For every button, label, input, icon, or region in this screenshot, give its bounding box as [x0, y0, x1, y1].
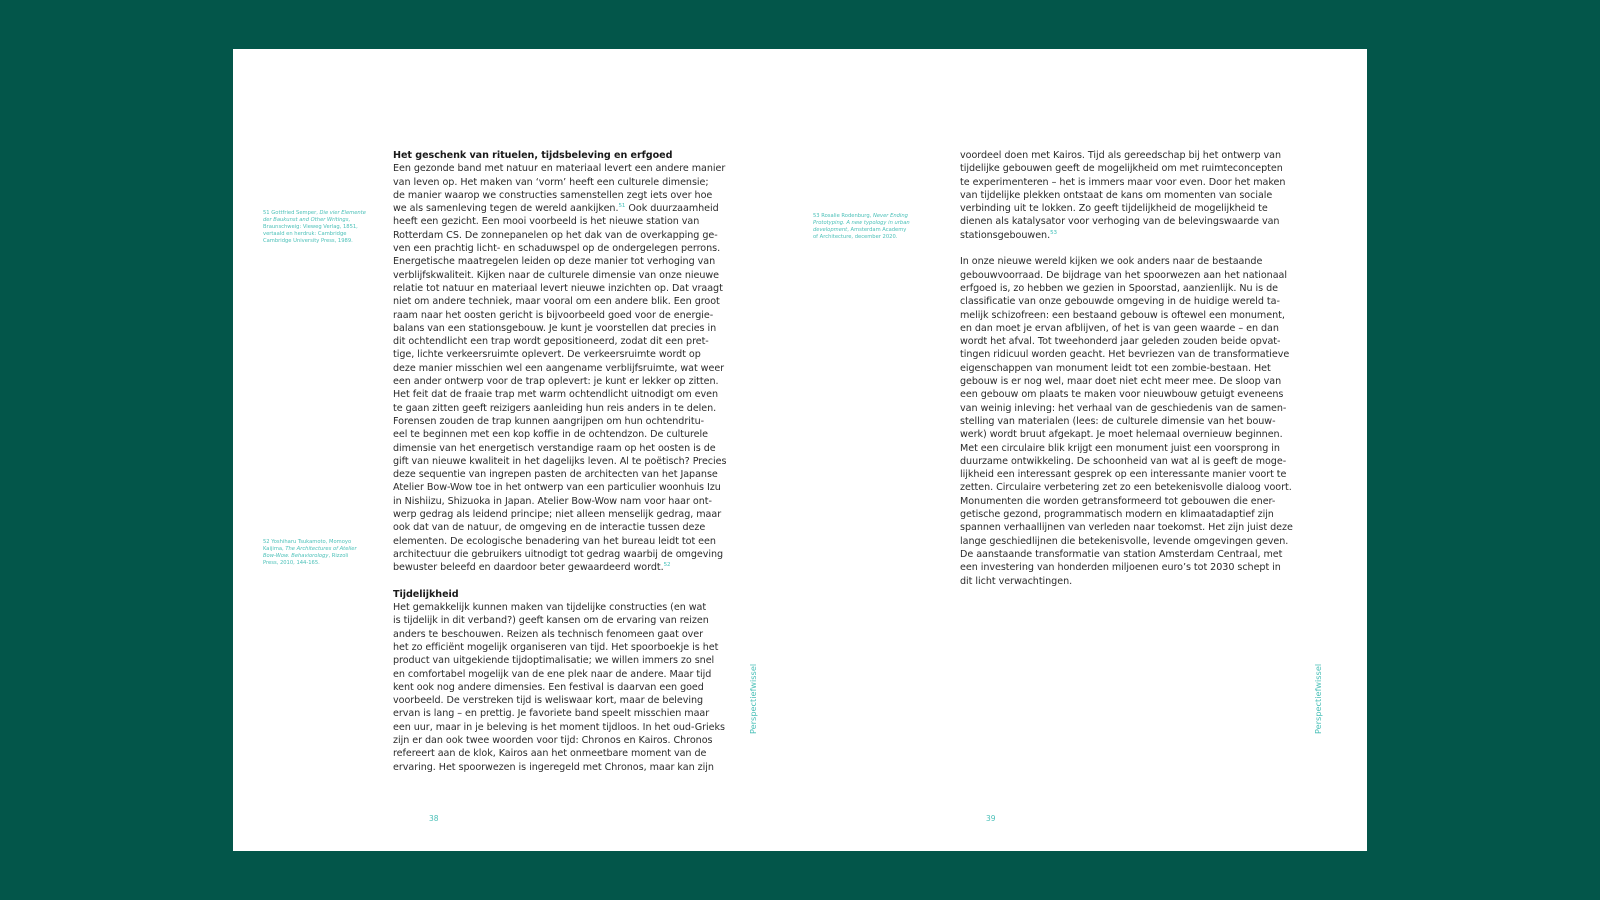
page-number: 39: [986, 814, 996, 823]
running-title: Perspectiefwissel: [1313, 663, 1323, 734]
footnote-51: 51 Gottfried Semper, Die vier Elemente der Baukunst and Other Writings, Braunschweig: Vieweg Verlag, 1851, vertaald en herdruk: Cambridge Cambridge University Press, 1989.: [263, 210, 366, 244]
book-spread: [233, 49, 1367, 851]
left-body-text: [393, 149, 743, 774]
footnote-53: 53 Rosalie Rodenburg, Never Ending Prototyping. A new typology in urban development, Amsterdam Academy of Architecture, december 2020.: [813, 213, 910, 240]
section-heading: Tijdelijkheid: [393, 588, 459, 600]
paragraph: In onze nieuwe wereld kijken we ook anders naar de bestaande gebouwvoorraad. De bijdrage van het spoorwezen aan het nationaal erfgoed is, zo hebben we gezien in Spoorstad, aanzienlijk. Nu is de classificatie van onze gebouwde omgeving in de huidige wereld ta- melijk schizofreen: een bestaand gebouw is oftewel een monument, en dan moet je ervan afblijven, of het is van geen waarde – en dan wordt het afval. Tot tweehonderd jaar geleden zouden beide opvat- tingen ridicuul worden geacht. Het bevriezen van de transformatieve eigenschappen van monument leidt tot een zombie-bestaan. Het gebouw is er nog wel, maar doet niet echt meer mee. De sloop van een gebouw om plaats te maken voor nieuwbouw getuigt eveneens van weinig inleving: het verhaal van de geschiedenis van de samen- stelling van materialen (lees: de culturele dimensie van het bouw- werk) wordt bruut afgekapt. Je moet helemaal overnieuw beginnen. Met een circulaire blik krijgt een monument juist een voorsprong in duurzame ontwikkeling. De schoonheid van wat al is geeft de moge- lijkheid een interessant gesprek op een interessante manier voort te zetten. Circulaire verbetering zet zo een betekenisvolle dialoog voort. Monumenten die worden getransformeerd tot gebouwen die ener- getische gezond, programmatisch modern en klimaatadaptief zijn spannen verhaallijnen van verleden naar toekomst. Het zijn juist deze lange geschiedlijnen die betekenisvolle, levende omgevingen geven. De aanstaande transformatie van station Amsterdam Centraal, met een investering van honderden miljoenen euro’s tot 2030 schept in dit licht verwachtingen.: [960, 256, 1293, 587]
section-heading: Het geschenk van rituelen, tijdsbeleving en erfgoed: [393, 150, 673, 161]
footnote-ref-52[interactable]: 52: [663, 562, 671, 569]
footnote-ref-53[interactable]: 53: [1050, 229, 1057, 236]
running-title: Perspectiefwissel: [748, 663, 758, 734]
footnote-ref-51[interactable]: 51: [618, 203, 626, 210]
paragraph: voordeel doen met Kairos. Tijd als gereedschap bij het ontwerp van tijdelijke gebouwen geeft de mogelijkheid om met ruimteconcepten te experimenteren – het is immers maar voor even. Door het maken van tijdelijke plekken ontstaat de kans om momenten van sociale verbinding uit te lokken. Zo geeft tijdelijkheid de mogelijkheid te dienen als katalysator voor verhoging van de belevingswaarde van stationsgebouwen.$^{53}$: [960, 150, 1286, 241]
footnote-52: 52 Yoshiharu Tsukamoto, Momoyo Kaijima, The Architectures of Atelier Bow-Wow. Behaviorology, Rizzoli Press, 2010, 144-165.: [263, 539, 357, 566]
paragraph: Een gezonde band met natuur en materiaal levert een andere manier van leven op. Het maken van ‘vorm’ heeft een culturele dimensie; de manier waarop we constructies samenstellen zegt iets over hoe we als samenleving tegen de wereld aankijken.$^{51}$ Ook duurzaamheid heeft een gezicht. Een mooi voorbeeld is het nieuwe station van Rotterdam CS. De zonnepanelen op het dak van de overkapping ge- ven een prachtig licht- en schaduwspel op de ondergelegen perrons. Energetische maatregelen leiden op deze manier tot verhoging van verblijfskwaliteit. Kijken naar de culturele dimensie van onze nieuwe relatie tot natuur en materiaal levert nieuwe inzichten op. Dat vraagt niet om andere techniek, maar vooral om een andere blik. Een groot raam naar het oosten gericht is bijvoorbeeld goed voor de energie- balans van een stationsgebouw. Je kunt je voorstellen dat precies in dit ochtendlicht een trap wordt gepositioneerd, zodat dit een pret- tige, lichte verkeersruimte oplevert. De verkeersruimte wordt op deze manier misschien wel een aangename verblijfsruimte, wat weer een ander ontwerp voor de trap oplevert: je kunt er lekker op zitten. Het feit dat de fraaie trap met warm ochtendlicht uitnodigt om even te gaan zitten geeft reizigers aanleiding hun reis anders in te delen. Forensen zouden de trap kunnen aangrijpen om hun ochtendritu- eel te beginnen met een kop koffie in de ochtendzon. De culturele dimensie van het energetisch verstandige raam op het oosten is de gift van nieuwe kwaliteit in het dagelijks leven. Al te poëtisch? Precies deze sequentie van ingrepen pasten de architecten van het Japanse Atelier Bow-Wow toe in het ontwerp van een particulier woonhuis Izu in Nishiizu, Shizuoka in Japan. Atelier Bow-Wow nam voor haar ont- werp gedrag als leidend principe; niet alleen menselijk gedrag, maar ook dat van de natuur, de omgeving en de interactie tussen deze elementen. De ecologische benadering van het bureau leidt tot een architectuur die gebruikers uitnodigt tot gedrag waarbij de omgeving bewuster beleefd en daardoor beter gewaardeerd wordt.$^{52}$: [393, 163, 727, 574]
right-body-text: [960, 149, 1310, 588]
right-page: [800, 49, 1367, 851]
left-page: [233, 49, 800, 851]
paragraph: Het gemakkelijk kunnen maken van tijdelijke constructies (en wat is tijdelijk in dit verband?) geeft kansen om de ervaring van reizen anders te beschouwen. Reizen als technisch fenomeen gaat over het zo efficiënt mogelijk organiseren van tijd. Het spoorboekje is het product van uitgekiende tijdoptimalisatie; we willen immers zo snel en comfortabel mogelijk van de ene plek naar de andere. Maar tijd kent ook nog andere dimensies. Een festival is daarvan een goed voorbeeld. De verstreken tijd is weliswaar kort, maar de beleving ervan is lang – en prettig. Je favoriete band speelt misschien maar een uur, maar in je beleving is het moment tijdloos. In het oud-Grieks zijn er dan ook twee woorden voor tijd: Chronos en Kairos. Chronos refereert aan de klok, Kairos aan het onmeetbare moment van de ervaring. Het spoorwezen is ingeregeld met Chronos, maar kan zijn: [393, 602, 725, 773]
page-number: 38: [429, 814, 439, 823]
